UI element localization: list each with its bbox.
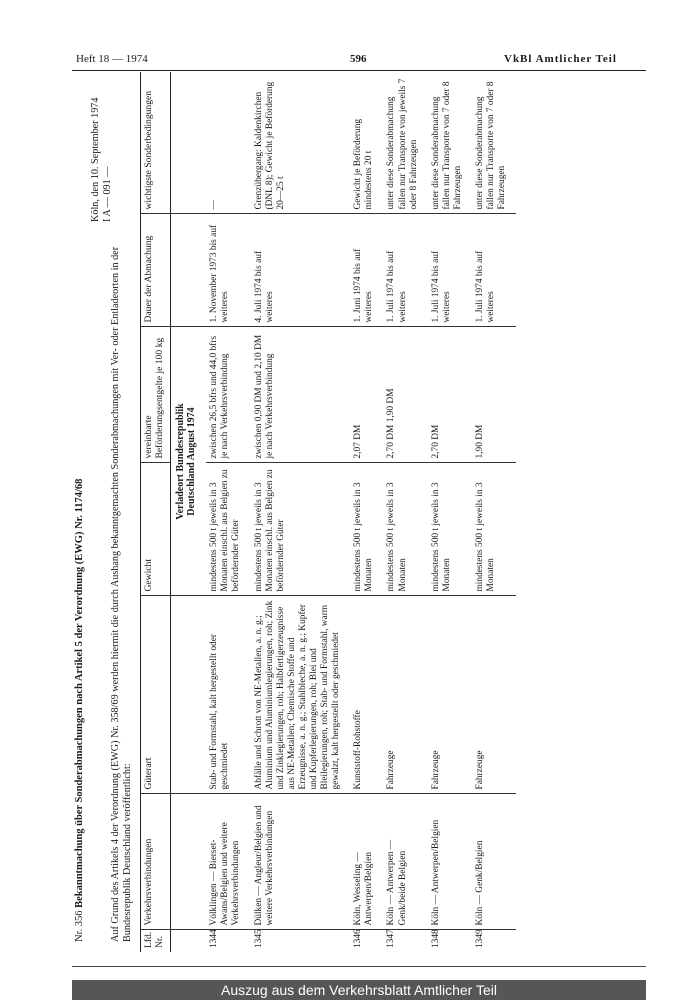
cell-weight: mindestens 500 t jeweils in 3 Monaten bbox=[383, 463, 427, 596]
notice-title: Bekanntmachung über Sonderabmachungen nach Artikel 5 der Verordnung (EWG) Nr. 1174/68 bbox=[74, 478, 85, 908]
cell-weight: mindestens 500 t jeweils in 3 Monaten bbox=[350, 463, 383, 596]
cell-duration: 1. Juli 1974 bis auf weiteres bbox=[428, 214, 472, 327]
cell-route: Völklingen — Bierset-Awans/Belgien und weitere Verkehrsverbindungen bbox=[206, 794, 250, 930]
cell-duration: 1. Juni 1974 bis auf weiteres bbox=[350, 214, 383, 327]
table-row bbox=[428, 72, 472, 952]
header-goods: Güterart bbox=[141, 596, 171, 794]
cell-rate: 1,90 DM bbox=[472, 327, 516, 463]
cell-conditions: — bbox=[206, 72, 250, 214]
cell-conditions: Gewicht je Beförderung mindestens 20 t bbox=[350, 72, 383, 214]
cell-duration: 1. Juli 1974 bis auf weiteres bbox=[472, 214, 516, 327]
footer-rule bbox=[72, 966, 646, 967]
cell-conditions: unter diese Sonderabmachung fallen nur Transporte von 7 oder 8 Fahrzeugen bbox=[472, 72, 516, 214]
cell-duration: 4. Juli 1974 bis auf weiteres bbox=[251, 214, 351, 327]
cell-weight: mindestens 500 t jeweils in 3 Monaten bbox=[472, 463, 516, 596]
journal-title: VkBl Amtlicher Teil bbox=[504, 53, 617, 65]
table-row bbox=[472, 72, 516, 952]
table-row bbox=[251, 72, 351, 952]
cell-goods: Fahrzeuge bbox=[383, 596, 427, 794]
cell-goods: Abfälle und Schrott von NE-Metallen, a. n. g.; Aluminium und Aluminiumlegierungen, roh; Zink und Zinklegierungen, roh; Halbfertigerzeugnisse aus NE-Metallen; Chemische Stoffe und Erzeugnisse, a. n. g.; Stahlbleche, a. n. g.; Kupfer und Kupferlegierungen, roh; Blei und Bleilegierungen, roh; Stab- und Formstahl, warm gewalzt, kalt hergestellt oder geschmiedet bbox=[251, 596, 351, 794]
header-route: Verkehrsverbindungen bbox=[141, 794, 171, 930]
header-duration: Dauer der Abmachung bbox=[141, 214, 171, 327]
header-rate: vereinbarte Beförderungsentgelte je 100 kg bbox=[141, 327, 171, 463]
section-row bbox=[170, 72, 206, 952]
cell-rate: zwischen 0,90 DM und 2,10 DM je nach Verkehrsverbindung bbox=[251, 327, 351, 463]
section-heading: Verladeort Bundesrepublik Deutschland August 1974 bbox=[174, 403, 198, 520]
cell-goods: Kunststoff-Rohstoffe bbox=[350, 596, 383, 794]
table-row bbox=[383, 72, 427, 952]
cell-goods: Fahrzeuge bbox=[472, 596, 516, 794]
cell-rate: zwischen 26,5 bfrs und 44,0 bfrs je nach Verkehrsverbindung bbox=[206, 327, 250, 463]
place-date: Köln, den 10. September 1974 bbox=[90, 97, 101, 222]
cell-route: Köln — Antwerpen — Genk/beide Belgien bbox=[383, 794, 427, 930]
reference-number: I A — 091 — bbox=[102, 166, 114, 222]
cell-route: Köln — Genk/Belgien bbox=[472, 794, 516, 930]
cell-rate: 2,70 DM 1,90 DM bbox=[383, 327, 427, 463]
cell-duration: 1. Juli 1974 bis auf weiteres bbox=[383, 214, 427, 327]
table-row bbox=[350, 72, 383, 952]
cell-duration: 1. November 1973 bis auf weiteres bbox=[206, 214, 250, 327]
table-row bbox=[206, 72, 250, 952]
header-conditions: wichtigste Sonderbedingungen bbox=[141, 72, 171, 214]
page-number: 596 bbox=[350, 53, 367, 65]
cell-conditions: unter diese Sonderabmachung fallen nur Transporte von jeweils 7 oder 8 Fahrzeugen bbox=[383, 72, 427, 214]
header-weight: Gewicht bbox=[141, 463, 171, 596]
cell-nr: 1347 bbox=[386, 929, 397, 948]
cell-nr: 1348 bbox=[430, 929, 441, 948]
cell-weight: mindestens 500 t jeweils in 3 Monaten bbox=[428, 463, 472, 596]
cell-goods: Stab- und Formstahl, kalt hergestellt oder geschmiedet bbox=[206, 596, 250, 794]
intro-text: Auf Grund des Artikels 4 der Verordnung (EWG) Nr. 358/69 werden hiermit die durch Aushang bekanntgemachten Sonderabmachungen mit Ver- oder Entladeorten in der Bundesrepublik Deutschland veröffentlicht: bbox=[110, 246, 134, 942]
cell-route: Köln — Antwerpen/Belgien bbox=[428, 794, 472, 930]
cell-rate: 2,70 DM bbox=[428, 327, 472, 463]
rotated-notice bbox=[72, 72, 646, 952]
cell-conditions: Grenzübergang: Kaldenkirchen (DNL 8); Gewicht je Beförderung 20—25 t bbox=[251, 72, 351, 214]
notice-number: Nr. 356 bbox=[74, 910, 85, 942]
cell-weight: mindestens 500 t jeweils in 3 Monaten einschl. aus Belgien zu befördernder Güter bbox=[251, 463, 351, 596]
cell-weight: mindestens 500 t jeweils in 3 Monaten einschl. aus Belgien zu befördernder Güter bbox=[206, 463, 250, 596]
cell-goods: Fahrzeuge bbox=[428, 596, 472, 794]
cell-conditions: unter diese Sonderabmachung fallen nur Transporte von 7 oder 8 Fahrzeugen bbox=[428, 72, 472, 214]
cell-route: Dülken — Angleur/Belgien und weitere Verkehrsverbindungen bbox=[251, 794, 351, 930]
agreements-table bbox=[140, 72, 516, 952]
cell-nr: 1344 bbox=[209, 929, 220, 948]
cell-nr: 1349 bbox=[475, 929, 485, 948]
header-rule bbox=[72, 70, 646, 71]
cell-route: Köln, Wesseling — Antwerpen/Belgien bbox=[350, 794, 383, 930]
cell-nr: 1345 bbox=[253, 929, 264, 948]
header-nr: Lfd. Nr. bbox=[141, 930, 171, 952]
place-date-block bbox=[90, 72, 114, 222]
notice-heading bbox=[74, 82, 86, 942]
issue-label: Heft 18 — 1974 bbox=[76, 53, 148, 65]
footer-banner: Auszug aus dem Verkehrsblatt Amtlicher Teil bbox=[72, 980, 646, 1000]
cell-nr: 1346 bbox=[353, 929, 364, 948]
table-header-row bbox=[141, 72, 171, 952]
cell-rate: 2,07 DM bbox=[350, 327, 383, 463]
